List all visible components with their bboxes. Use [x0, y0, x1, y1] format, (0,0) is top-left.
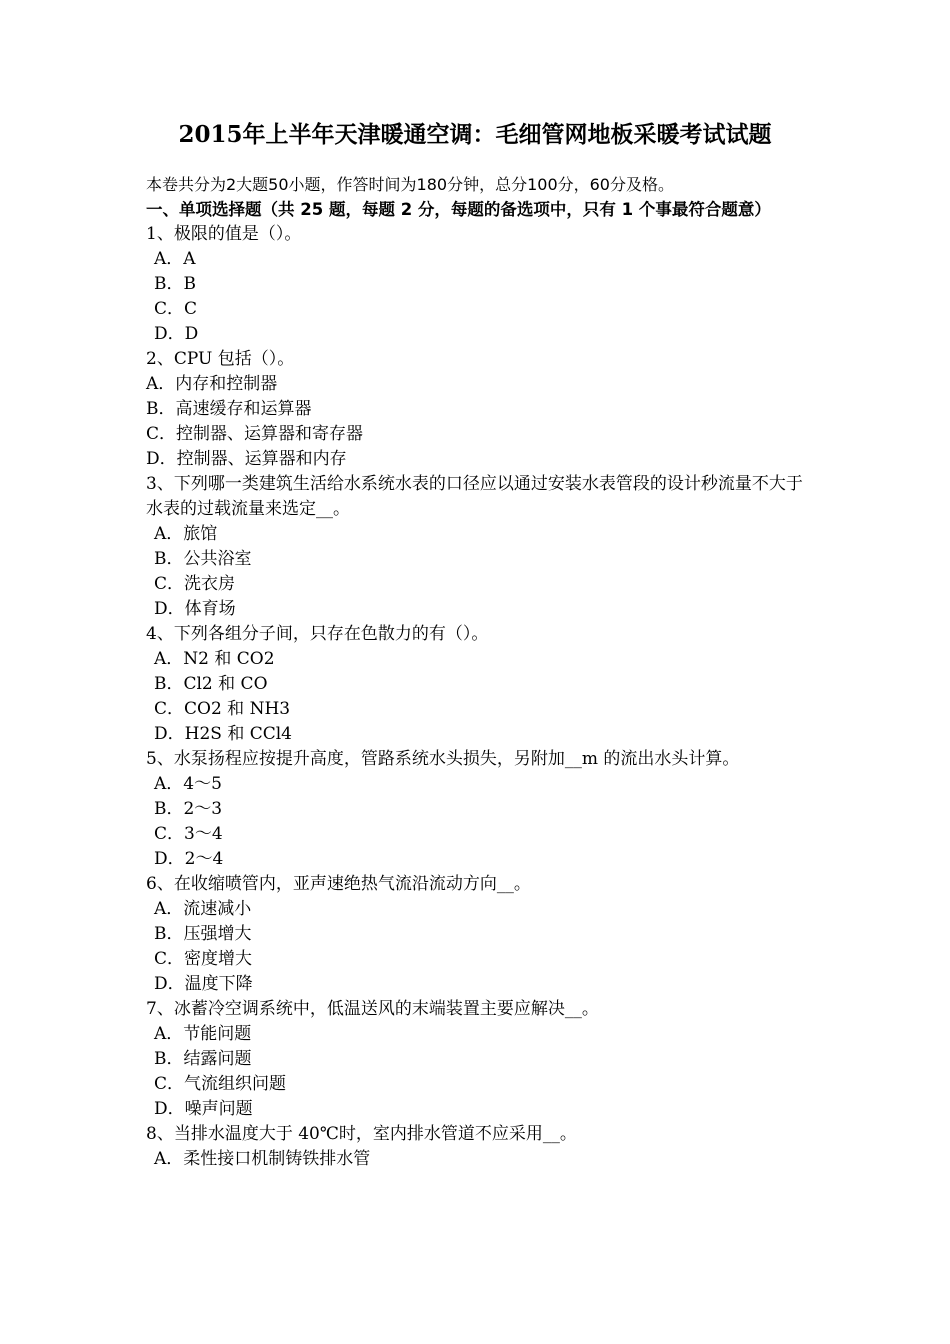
question: [146, 347, 814, 472]
question-stem: 4、下列各组分子间，只存在色散力的有（）。: [146, 624, 489, 644]
question-stem: 5、水泵扬程应按提升高度，管路系统水头损失，另附加__m 的流出水头计算。: [146, 749, 740, 769]
question-option: D．温度下降: [154, 974, 253, 994]
question-option: A．旅馆: [154, 524, 218, 544]
question-stem: 7、冰蓄冷空调系统中，低温送风的末端装置主要应解决__。: [146, 999, 599, 1019]
question: [146, 747, 814, 872]
question-option: D．D: [154, 324, 199, 344]
question-option: A．A: [154, 249, 196, 269]
section-heading: 一、单项选择题（共 25 题，每题 2 分，每题的备选项中，只有 1 个事最符合题意）: [146, 200, 771, 219]
question: [146, 872, 814, 997]
question-option: A．节能问题: [154, 1024, 252, 1044]
question-option: D．体育场: [154, 599, 236, 619]
document-body: [146, 172, 814, 1172]
question-option: B．B: [154, 274, 196, 294]
question-option: B．Cl2 和 CO: [154, 674, 268, 694]
question-option: A．流速减小: [154, 899, 252, 919]
question: [146, 622, 814, 747]
question-option: C．C: [154, 299, 198, 319]
exam-intro: 本卷共分为2大题50小题，作答时间为180分钟，总分100分，60分及格。: [146, 175, 674, 194]
question-option: A．内存和控制器: [146, 374, 278, 394]
question-option: A．4～5: [154, 774, 222, 794]
question-stem: 6、在收缩喷管内，亚声速绝热气流沿流动方向__。: [146, 874, 531, 894]
question-stem: 3、下列哪一类建筑生活给水系统水表的口径应以通过安装水表管段的设计秒流量不大于水表的过载流量来选定__。: [146, 474, 803, 519]
question-option: C．密度增大: [154, 949, 253, 969]
question-option: B．结露问题: [154, 1049, 252, 1069]
question: [146, 997, 814, 1122]
question-option: C．控制器、运算器和寄存器: [146, 424, 364, 444]
question: [146, 222, 814, 347]
question-option: C．CO2 和 NH3: [154, 699, 291, 719]
question-stem: 1、极限的值是（）。: [146, 224, 302, 244]
question-option: C．气流组织问题: [154, 1074, 287, 1094]
question-option: D．控制器、运算器和内存: [146, 449, 347, 469]
question-option: C．3～4: [154, 824, 223, 844]
question-option: A．N2 和 CO2: [154, 649, 275, 669]
question-stem: 8、当排水温度大于 40℃时，室内排水管道不应采用__。: [146, 1124, 577, 1144]
question-stem: 2、CPU 包括（）。: [146, 349, 295, 369]
question: [146, 472, 814, 622]
document-title: 2015年上半年天津暖通空调：毛细管网地板采暖考试试题: [178, 121, 772, 148]
question-option: B．2～3: [154, 799, 223, 819]
question-option: D．H2S 和 CCl4: [154, 724, 292, 744]
question-option: C．洗衣房: [154, 574, 236, 594]
question-option: B．压强增大: [154, 924, 252, 944]
question-option: D．噪声问题: [154, 1099, 253, 1119]
question-option: B．公共浴室: [154, 549, 252, 569]
question-option: D．2～4: [154, 849, 224, 869]
question-option: B．高速缓存和运算器: [146, 399, 312, 419]
question: [146, 1122, 814, 1172]
question-option: A．柔性接口机制铸铁排水管: [154, 1149, 371, 1169]
